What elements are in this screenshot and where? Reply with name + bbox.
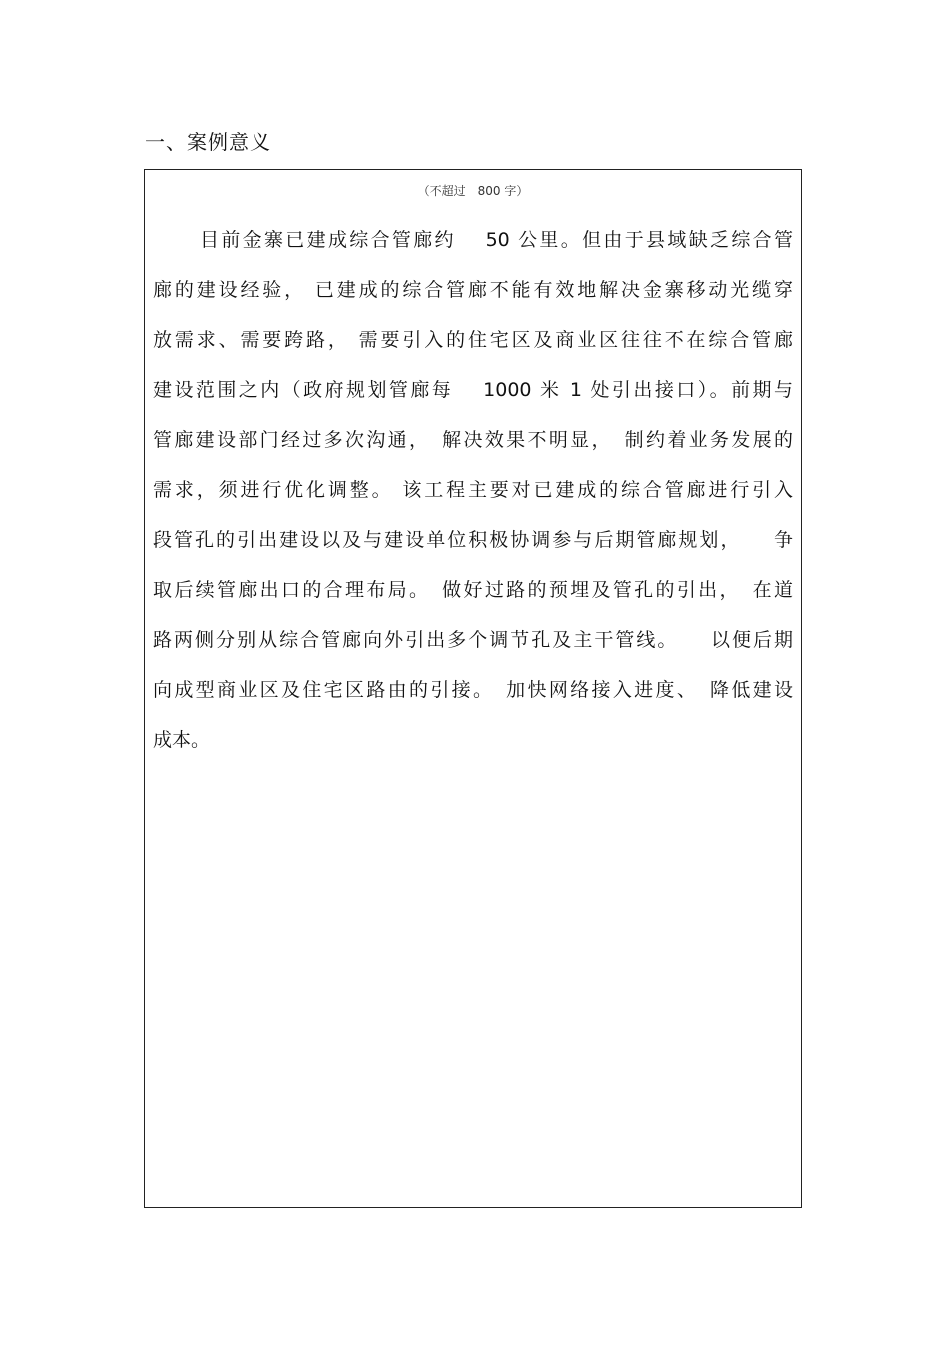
body-line: 需求，须进行优化调整。 该工程主要对已建成的综合管廊进行引入: [153, 479, 793, 501]
body-line: 廊的建设经验， 已建成的综合管廊不能有效地解决金寨移动光缆穿: [153, 279, 793, 301]
content-box: [144, 169, 802, 1208]
body-line: 管廊建设部门经过多次沟通， 解决效果不明显， 制约着业务发展的: [153, 429, 793, 451]
word-limit-note: （不超过 800 字）: [417, 184, 529, 198]
body-line: 放需求、需要跨路， 需要引入的住宅区及商业区往往不在综合管廊: [153, 329, 793, 351]
body-line: 建设范围之内（政府规划管廊每 1000 米 1 处引出接口）。前期与: [153, 379, 793, 401]
body-line: 向成型商业区及住宅区路由的引接。 加快网络接入进度、 降低建设: [153, 679, 793, 701]
body-line: 成本。: [153, 729, 211, 751]
body-line: 目前金寨已建成综合管廊约 50 公里。但由于县域缺乏综合管: [200, 229, 793, 251]
body-line: 取后续管廊出口的合理布局。 做好过路的预埋及管孔的引出， 在道: [153, 579, 793, 601]
body-text: [153, 222, 793, 772]
body-line: 段管孔的引出建设以及与建设单位积极协调参与后期管廊规划， 争: [153, 529, 793, 551]
body-line: 路两侧分别从综合管廊向外引出多个调节孔及主干管线。 以便后期: [153, 629, 793, 651]
section-heading: 一、案例意义: [145, 130, 271, 154]
